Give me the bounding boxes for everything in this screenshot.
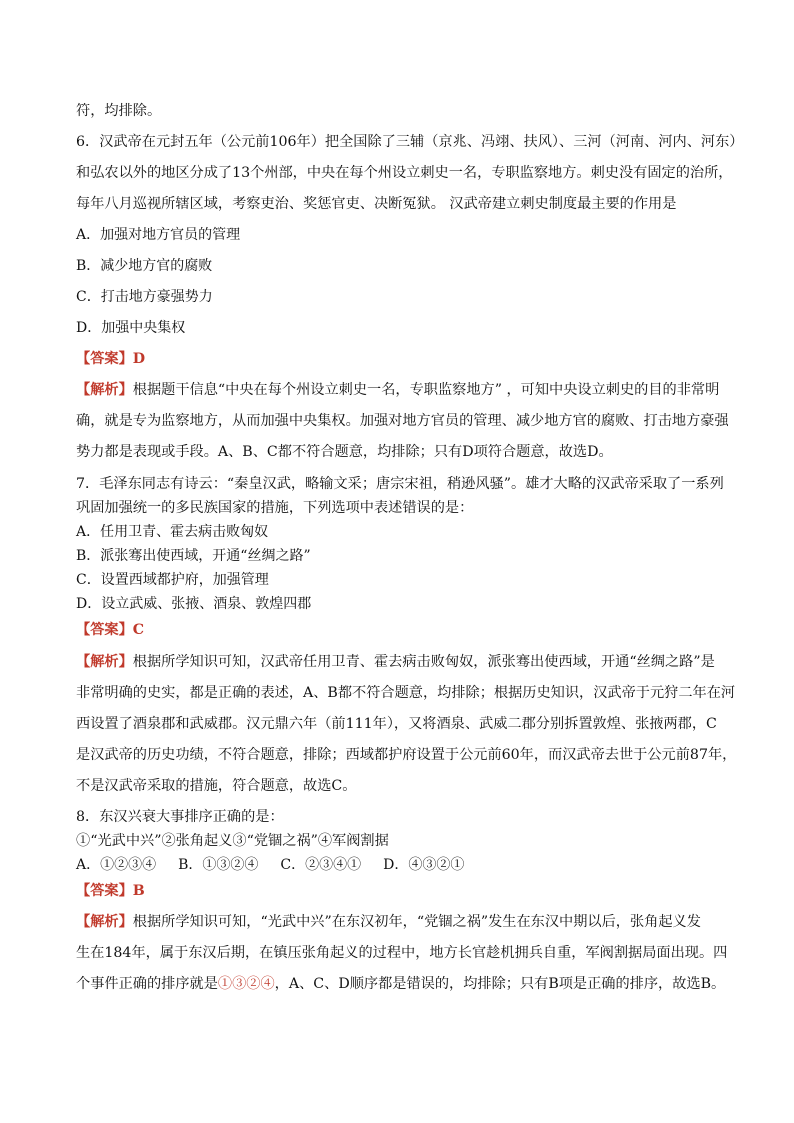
question-6 — [76, 127, 744, 468]
q8-options — [76, 853, 724, 877]
q6-option-d: D．加强中央集权 — [76, 320, 186, 336]
q8-stem-line: 8．东汉兴衰大事排序正确的是： — [76, 809, 284, 825]
q8-option-b: B．①③②④ — [178, 857, 259, 873]
answer-value: B — [132, 883, 145, 899]
q6-option-b: B．减少地方官的腐败 — [76, 258, 213, 274]
q7-option-b: B．派张骞出使西域，开通“丝绸之路” — [76, 548, 311, 564]
q7-option-a: A．任用卫青、霍去病击败匈奴 — [76, 524, 269, 540]
q7-stem-line: 7．毛泽东同志有诗云：“秦皇汉武，略输文采；唐宗宋祖，稍逊风骚”。雄才大略的汉武帝采取了一系列 — [76, 476, 724, 492]
analysis-text: ，A、C、D顺序都是错误的，均排除；只有B项是正确的排序，故选B。 — [274, 976, 726, 992]
q6-stem-line: 和弘农以外的地区分成了13个州部，中央在每个州设立刺史一名，专职监察地方。刺史没有固定的治所， — [76, 165, 733, 181]
q5-tail-text: 符，均排除。 — [76, 103, 162, 119]
q6-analysis-line: 势力都是表现或手段。A、B、C都不符合题意，均排除；只有D项符合题意，故选D。 — [76, 444, 613, 460]
answer-tag: 【答案】 — [76, 351, 133, 367]
q8-answer — [76, 877, 724, 905]
question-8 — [76, 805, 728, 1000]
analysis-tag: 【解析】 — [76, 654, 133, 670]
q7-analysis-line: 西设置了酒泉郡和武威郡。汉元鼎六年（前111年），又将酒泉、武威二郡分别拆置敦煌、张掖两郡，C — [76, 716, 717, 732]
q6-option-a: A．加强对地方官员的管理 — [76, 227, 241, 243]
analysis-text: 个事件正确的排序就是 — [76, 976, 218, 992]
q7-answer — [76, 616, 724, 644]
q8-option-a: A．①②③④ — [76, 857, 157, 873]
answer-value: C — [132, 622, 145, 638]
answer-tag: 【答案】 — [76, 622, 133, 638]
q7-analysis-line — [76, 647, 724, 678]
q6-stem-line: 每年八月巡视所辖区域，考察吏治、奖惩官吏、决断冤狱。 汉武帝建立刺史制度最主要的作用是 — [76, 196, 677, 212]
q7-analysis-line: 是汉武帝的历史功绩，不符合题意，排除；西域都护府设置于公元前60年，而汉武帝去世于公元前87年， — [76, 747, 737, 763]
q6-answer — [76, 344, 724, 375]
q7-option-c: C．设置西域都护府，加强管理 — [76, 572, 269, 588]
answer-tag: 【答案】 — [76, 883, 133, 899]
q8-analysis-line — [76, 907, 724, 938]
q7-stem-line: 巩固加强统一的多民族国家的措施，下列选项中表述错误的是： — [76, 500, 474, 516]
analysis-tag: 【解析】 — [76, 914, 133, 930]
q6-analysis-line — [76, 375, 724, 406]
q8-analysis-line — [76, 969, 724, 1000]
q6-stem-line: 6．汉武帝在元封五年（公元前106年）把全国除了三辅（京兆、冯翊、扶风）、三河（河南、河内、河东） — [76, 134, 744, 150]
q8-option-c: C．②③④① — [280, 857, 362, 873]
answer-value: D — [132, 351, 146, 367]
analysis-text: 根据所学知识可知，“光武中兴”在东汉初年，“党锢之祸”发生在东汉中期以后，张角起义发 — [132, 914, 701, 930]
question-7 — [76, 472, 737, 802]
highlighted-order: ①③②④ — [217, 976, 275, 992]
analysis-tag: 【解析】 — [76, 382, 133, 398]
q8-analysis-line: 生在184年，属于东汉后期，在镇压张角起义的过程中，地方长官趁机拥兵自重，军阀割据局面出现。四 — [76, 945, 728, 961]
document-content — [76, 96, 744, 1000]
q6-option-c: C．打击地方豪强势力 — [76, 289, 213, 305]
analysis-text: 根据题干信息“中央在每个州设立刺史一名，专职监察地方” ，可知中央设立刺史的目的非常明 — [132, 382, 720, 398]
q8-option-d: D．④③②① — [383, 857, 465, 873]
q8-stem-line: ①“光武中兴”②张角起义③“党锢之祸”④军阀割据 — [76, 833, 389, 849]
analysis-text: 根据所学知识可知，汉武帝任用卫青、霍去病击败匈奴，派张骞出使西域，开通“丝绸之路”是 — [132, 654, 715, 670]
q6-analysis-line: 确，就是专为监察地方，从而加强中央集权。加强对地方官员的管理、减少地方官的腐败、打击地方豪强 — [76, 413, 729, 429]
q7-analysis-line: 不是汉武帝采取的措施，符合题意，故选C。 — [76, 778, 357, 794]
q7-analysis-line: 非常明确的史实，都是正确的表述，A、B都不符合题意，均排除；根据历史知识，汉武帝于元狩二年在河 — [76, 685, 736, 701]
q7-option-d: D．设立武威、张掖、酒泉、敦煌四郡 — [76, 596, 312, 612]
